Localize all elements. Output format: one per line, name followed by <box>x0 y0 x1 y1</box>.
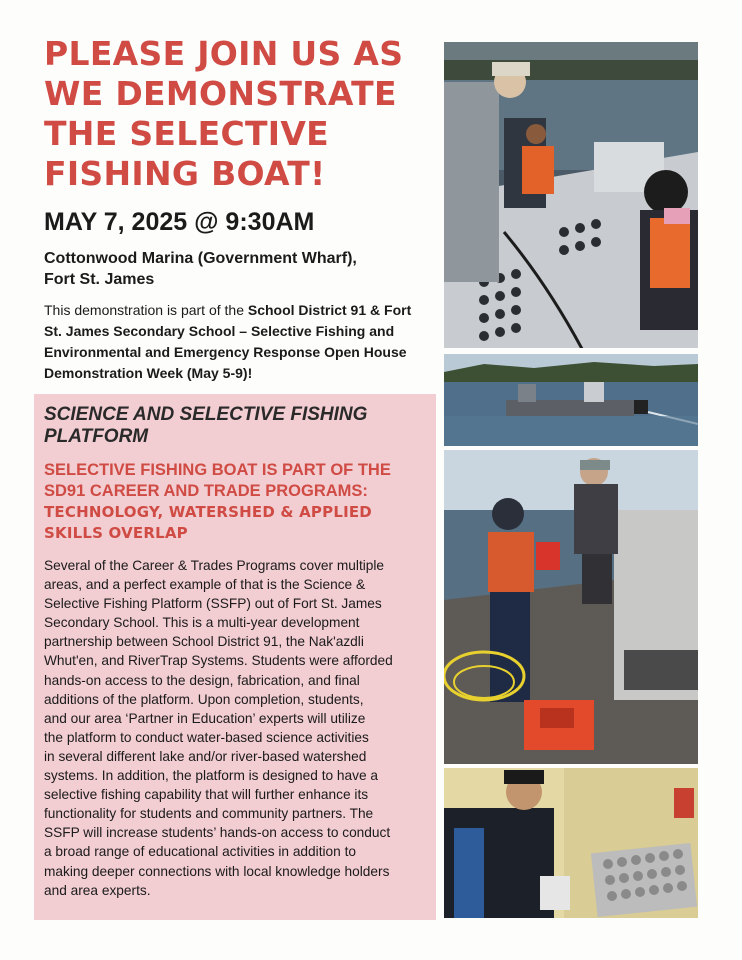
body-line: Whut'en, and RiverTrap Systems. Students were afforded <box>44 653 393 669</box>
science-subheading <box>44 460 434 502</box>
body-line: Secondary School. This is a multi-year development <box>44 615 360 631</box>
science-section-title <box>44 404 424 448</box>
venue-line: Cottonwood Marina (Government Wharf), <box>44 250 357 267</box>
headline-line: WE DEMONSTRATE <box>44 74 397 113</box>
venue-line: Fort St. James <box>44 271 155 288</box>
body-line: and our area ‘Partner in Education’ experts will utilize <box>44 710 366 726</box>
headline-line: PLEASE JOIN US AS <box>44 34 404 73</box>
science-title-line: PLATFORM <box>44 426 149 447</box>
body-line: Several of the Career & Trades Programs cover multiple <box>44 558 385 573</box>
body-line: and area experts. <box>44 882 151 898</box>
body-line: partnership between School District 91, the Nak'azdli <box>44 634 364 650</box>
science-body <box>44 556 428 900</box>
body-line: systems. In addition, the platform is designed to have a <box>44 768 379 784</box>
body-line: SSFP will increase students’ hands-on access to conduct <box>44 825 391 841</box>
subheading2-line: SKILLS OVERLAP <box>44 524 188 542</box>
intro-tail: ! <box>247 365 253 381</box>
science-subheading-2 <box>44 502 434 544</box>
photo-students-on-deck <box>444 42 698 348</box>
headline-line: FISHING BOAT! <box>44 154 326 193</box>
body-line: selective fishing capability that will further enhance its <box>44 787 369 803</box>
photo-boat-on-lake <box>444 354 698 446</box>
body-line: making deeper connections with local knowledge holders <box>44 863 390 879</box>
headline-line: THE SELECTIVE <box>44 114 330 153</box>
body-line: a broad range of educational activities in addition to <box>44 844 356 860</box>
intro-lead: This demonstration is part of the <box>44 302 248 318</box>
subheading-line: SD91 CAREER AND TRADE PROGRAMS: <box>44 482 368 500</box>
body-line: areas, and a perfect example of that is the Science & <box>44 577 366 593</box>
subheading2-line: TECHNOLOGY, WATERSHED & APPLIED <box>44 503 372 521</box>
body-line: hands-on access to the design, fabrication, and final <box>44 672 360 688</box>
body-line: the platform to conduct water-based science activities <box>44 729 369 745</box>
intro-bold: School District 91 & Fort St. James Secondary School – Selective Fishing and Environmental and Emergency Response Open House Demonstration Week (May 5-9) <box>44 302 412 381</box>
subheading-line: SELECTIVE FISHING BOAT IS PART OF THE <box>44 461 391 479</box>
intro-paragraph <box>44 300 432 384</box>
science-title-line: SCIENCE AND SELECTIVE FISHING <box>44 404 368 425</box>
photo-boarding-boat <box>444 450 698 764</box>
body-line: Selective Fishing Platform (SSFP) out of Fort St. James <box>44 596 382 612</box>
body-line: additions of the platform. Upon completion, students, <box>44 691 364 707</box>
event-venue <box>44 248 424 290</box>
body-line: functionality for students and community partners. The <box>44 806 374 822</box>
event-date-time: MAY 7, 2025 @ 9:30AM <box>44 208 315 236</box>
photo-student-in-shop <box>444 768 698 918</box>
body-line: in several different lake and/or river-based watershed <box>44 748 367 764</box>
headline <box>44 34 436 194</box>
